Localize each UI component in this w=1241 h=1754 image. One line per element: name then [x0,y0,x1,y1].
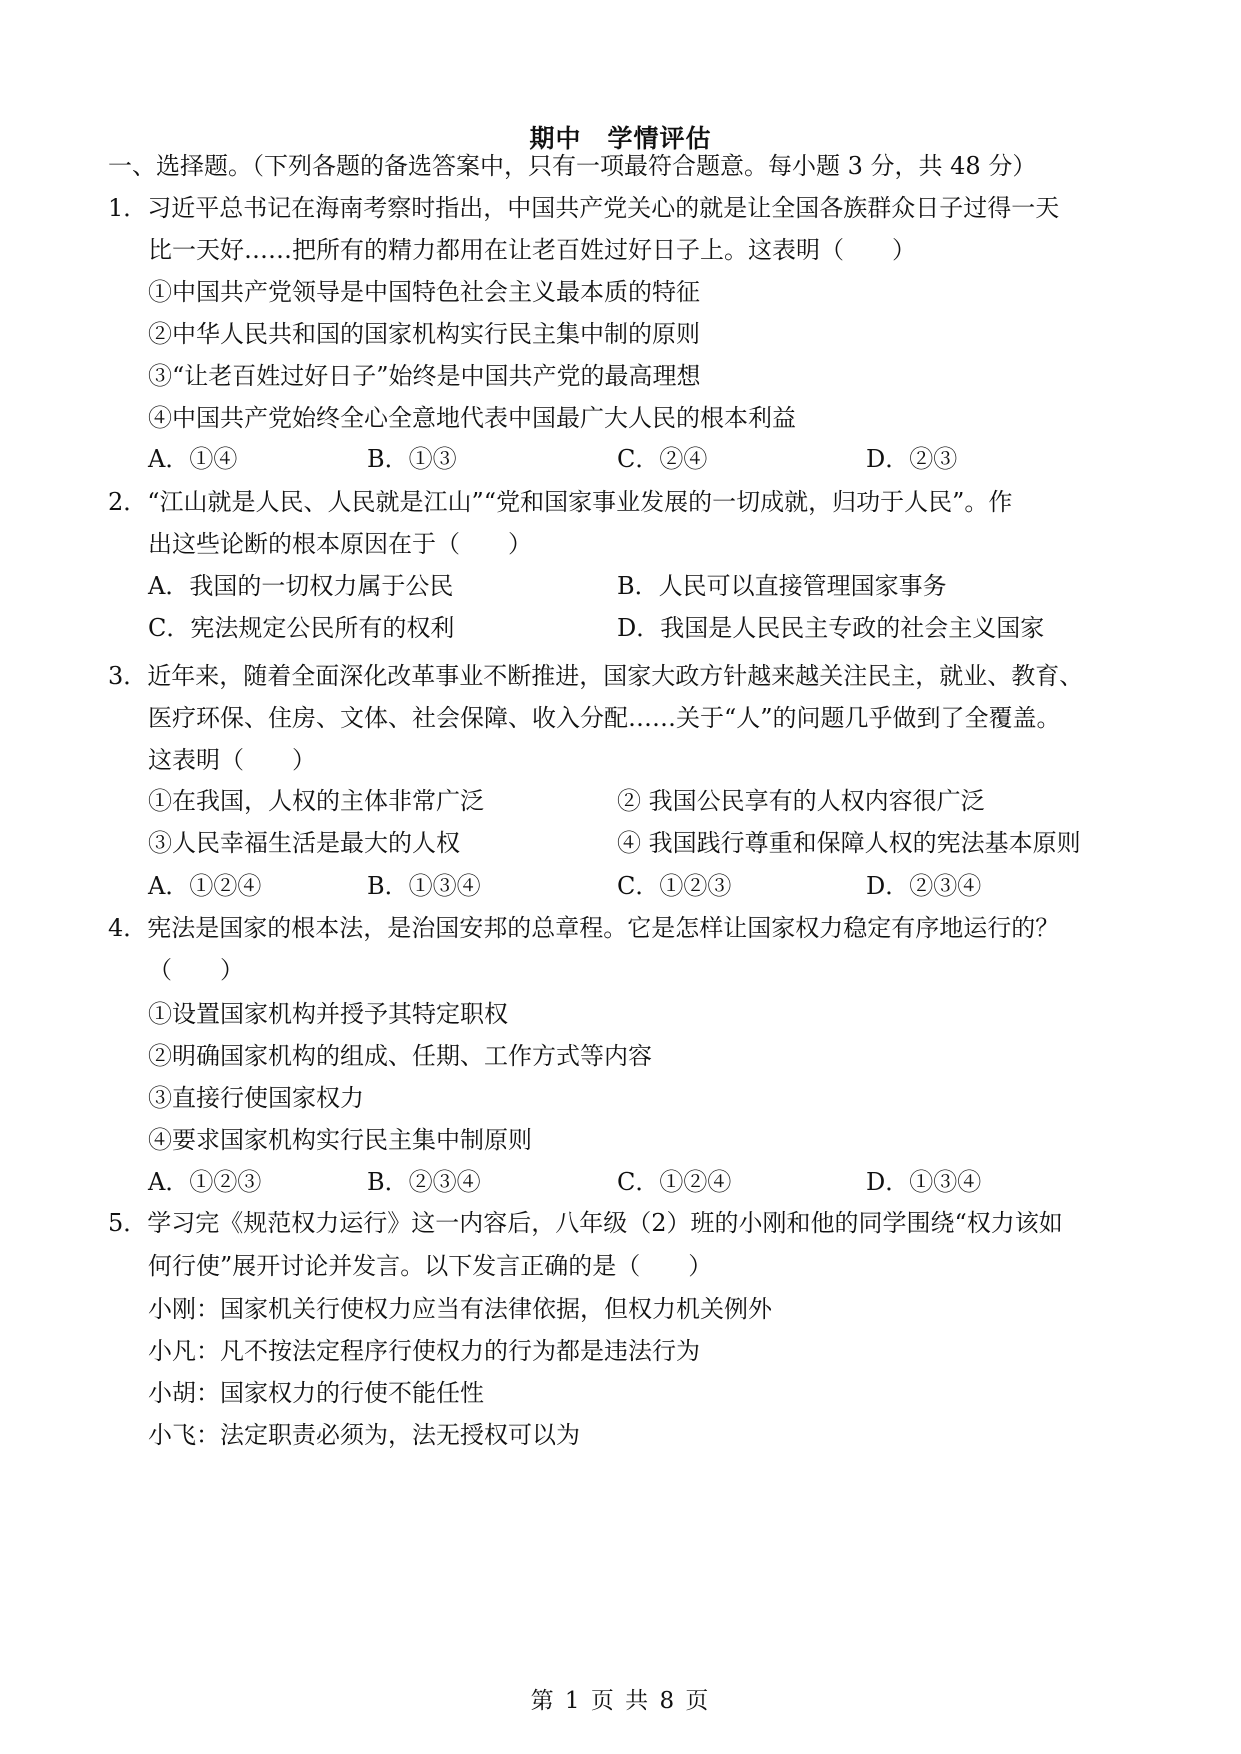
q3-option-d: D．②③④ [866,872,982,900]
section-heading: 一、选择题。（下列各题的备选答案中，只有一项最符合题意。每小题 3 分，共 48 分） [108,152,1037,180]
page-footer: 第 1 页 共 8 页 [530,1688,711,1714]
q4-item-3: ③直接行使国家权力 [148,1084,364,1112]
q1-option-c: C．②④ [617,445,708,473]
q5-stem-line-1: 5．学习完《规范权力运行》这一内容后，八年级（2）班的小刚和他的同学围绕“权力该如 [108,1209,1063,1237]
q4-option-d: D．①③④ [866,1168,982,1196]
q1-stem-line-2: 比一天好……把所有的精力都用在让老百姓过好日子上。这表明（ ） [148,236,916,264]
q5-statement-4: 小飞：法定职责必须为，法无授权可以为 [148,1421,580,1449]
q2-stem-line-1: 2．“江山就是人民、人民就是江山”“党和国家事业发展的一切成就，归功于人民”。作 [108,488,1013,516]
q4-item-2: ②明确国家机构的组成、任期、工作方式等内容 [148,1042,652,1070]
q2-option-a: A．我国的一切权力属于公民 [148,572,454,600]
q4-stem-line-1: 4．宪法是国家的根本法，是治国安邦的总章程。它是怎样让国家权力稳定有序地运行的？ [108,914,1060,942]
q3-item-4: ④ 我国践行尊重和保障人权的宪法基本原则 [617,829,1081,857]
q2-option-c: C．宪法规定公民所有的权利 [148,614,455,642]
q3-item-3: ③人民幸福生活是最大的人权 [148,829,460,857]
q1-option-d: D．②③ [866,445,958,473]
q3-item-1: ①在我国，人权的主体非常广泛 [148,787,484,815]
q4-option-c: C．①②④ [617,1168,732,1196]
q4-item-1: ①设置国家机构并授予其特定职权 [148,1000,508,1028]
q1-option-b: B．①③ [367,445,457,473]
q1-option-a: A．①④ [148,445,238,473]
q3-stem-line-2: 医疗环保、住房、文体、社会保障、收入分配……关于“人”的问题几乎做到了全覆盖。 [148,704,1061,732]
page-title: 期中 学情评估 [529,124,712,153]
q5-statement-2: 小凡：凡不按法定程序行使权力的行为都是违法行为 [148,1337,700,1365]
q5-statement-1: 小刚：国家机关行使权力应当有法律依据，但权力机关例外 [148,1295,772,1323]
q2-option-b: B．人民可以直接管理国家事务 [617,572,947,600]
q4-stem-line-2: （ ） [148,956,244,984]
q3-stem-line-1: 3．近年来，随着全面深化改革事业不断推进，国家大政方针越来越关注民主，就业、教育、 [108,662,1084,690]
q3-option-c: C．①②③ [617,872,732,900]
q2-option-d: D．我国是人民民主专政的社会主义国家 [617,614,1045,642]
q5-statement-3: 小胡：国家权力的行使不能任性 [148,1379,484,1407]
q1-item-1: ①中国共产党领导是中国特色社会主义最本质的特征 [148,278,700,306]
q3-stem-line-3: 这表明（ ） [148,746,316,774]
q1-stem-line-1: 1．习近平总书记在海南考察时指出，中国共产党关心的就是让全国各族群众日子过得一天 [108,194,1060,222]
q4-item-4: ④要求国家机构实行民主集中制原则 [148,1126,532,1154]
q4-option-b: B．②③④ [367,1168,481,1196]
q5-stem-line-2: 何行使”展开讨论并发言。以下发言正确的是（ ） [148,1252,713,1280]
q1-item-4: ④中国共产党始终全心全意地代表中国最广大人民的根本利益 [148,404,796,432]
q4-option-a: A．①②③ [148,1168,262,1196]
q3-option-a: A．①②④ [148,872,262,900]
q1-item-3: ③“让老百姓过好日子”始终是中国共产党的最高理想 [148,362,701,390]
q2-stem-line-2: 出这些论断的根本原因在于（ ） [148,530,532,558]
q1-item-2: ②中华人民共和国的国家机构实行民主集中制的原则 [148,320,700,348]
q3-option-b: B．①③④ [367,872,481,900]
q3-item-2: ② 我国公民享有的人权内容很广泛 [617,787,985,815]
